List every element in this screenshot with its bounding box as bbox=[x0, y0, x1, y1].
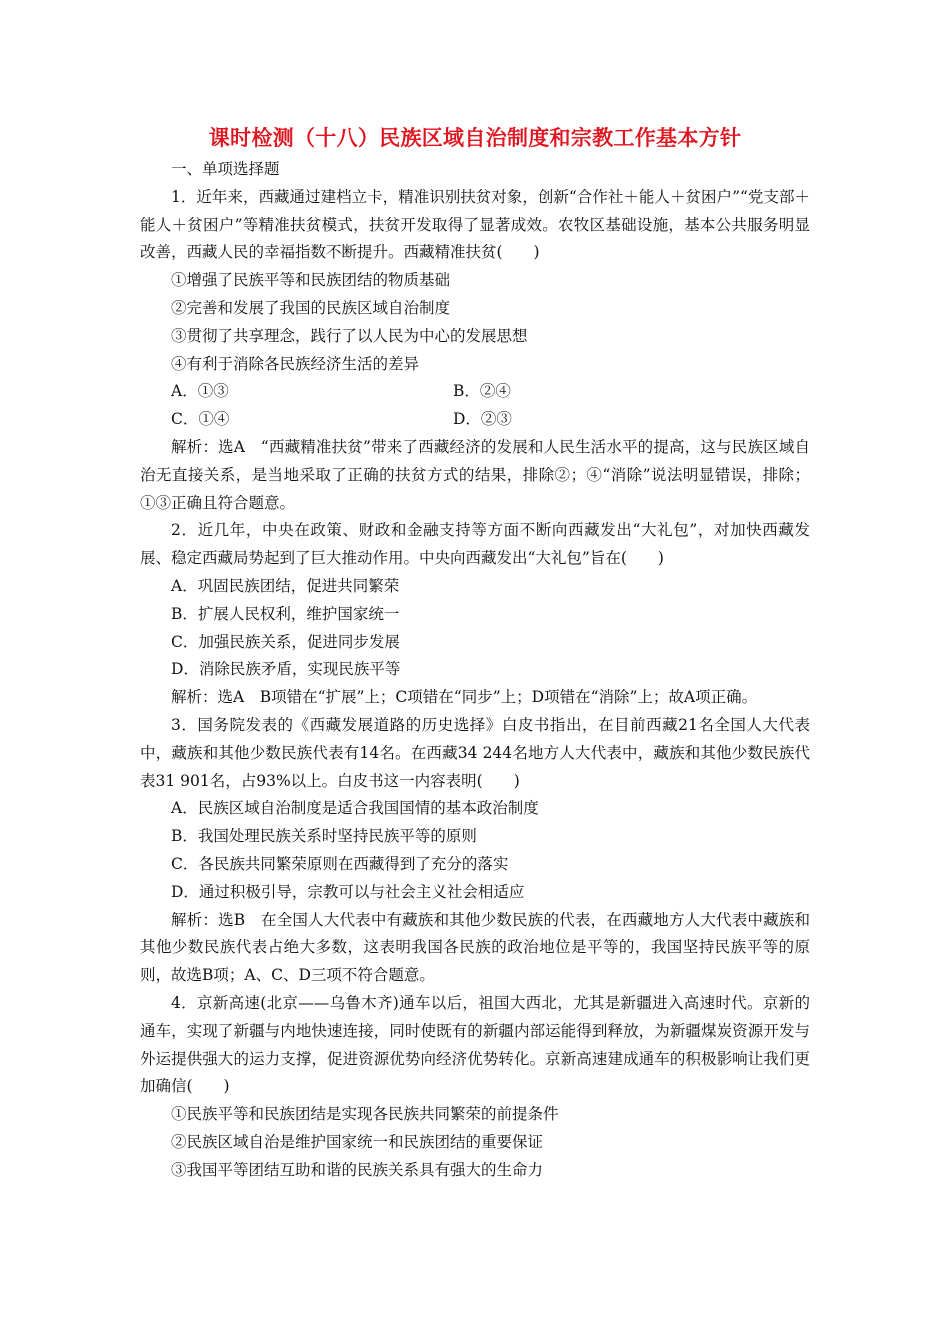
document-body bbox=[140, 156, 810, 1184]
question-2-option-b: B．扩展人民权利，维护国家统一 bbox=[171, 604, 400, 623]
question-2-option-d: D．消除民族矛盾，实现民族平等 bbox=[171, 660, 401, 679]
question-3-option-a: A．民族区域自治制度是适合我国国情的基本政治制度 bbox=[171, 799, 539, 818]
question-1-option-c: C．①④ bbox=[171, 410, 230, 429]
question-2-option-a: A．巩固民族团结，促进共同繁荣 bbox=[171, 576, 400, 595]
question-4-stem: 4．京新高速(北京——乌鲁木齐)通车以后，祖国大西北，尤其是新疆进入高速时代。京新的通车，实现了新疆与内地快速连接，同时使既有的新疆内部运能得到释放，为新疆煤炭资源开发与外运提供强大的运力支撑，促进资源优势向经济优势转化。京新高速建成通车的积极影响让我们更加确信( ) bbox=[140, 993, 810, 1096]
section-heading: 一、单项选择题 bbox=[171, 160, 280, 178]
question-1-option-a: A．①③ bbox=[171, 382, 229, 401]
question-1-item: ④有利于消除各民族经济生活的差异 bbox=[171, 354, 420, 373]
question-2-option-c: C．加强民族关系，促进同步发展 bbox=[171, 632, 400, 651]
question-1-options-row bbox=[140, 406, 810, 434]
question-1-item: ②完善和发展了我国的民族区域自治制度 bbox=[171, 298, 451, 317]
question-3-analysis: 解析：选B 在全国人大代表中有藏族和其他少数民族的代表，在西藏地方人大代表中藏族和其他少数民族代表占绝大多数，这表明我国各民族的政治地位是平等的，我国坚持民族平等的原则，故选B项；A、C、D三项不符合题意。 bbox=[140, 910, 810, 985]
question-1-stem: 1．近年来，西藏通过建档立卡，精准识别扶贫对象，创新“合作社＋能人＋贫困户”“党支部＋能人＋贫困户”等精准扶贫模式，扶贫开发取得了显著成效。农牧区基础设施，基本公共服务明显改善，西藏人民的幸福指数不断提升。西藏精准扶贫( ) bbox=[140, 187, 810, 262]
page-title: 课时检测（十八）民族区域自治制度和宗教工作基本方针 bbox=[208, 126, 742, 150]
question-1-options-row bbox=[140, 378, 810, 406]
question-1-option-d: D．②③ bbox=[453, 410, 512, 429]
question-1-item: ③贯彻了共享理念，践行了以人民为中心的发展思想 bbox=[171, 326, 528, 345]
question-3-stem: 3．国务院发表的《西藏发展道路的历史选择》白皮书指出，在目前西藏21名全国人大代表中，藏族和其他少数民族代表有14名。在西藏34 244名地方人大代表中，藏族和其他少数民族代表31 901名，占93%以上。白皮书这一内容表明( ) bbox=[140, 715, 810, 790]
question-2-analysis: 解析：选A B项错在“扩展”上；C项错在“同步”上；D项错在“消除”上；故A项正确。 bbox=[171, 688, 758, 707]
question-1-item: ①增强了民族平等和民族团结的物质基础 bbox=[171, 271, 451, 290]
question-4-item: ③我国平等团结互助和谐的民族关系具有强大的生命力 bbox=[171, 1160, 544, 1179]
question-3-option-d: D．通过积极引导，宗教可以与社会主义社会相适应 bbox=[171, 882, 525, 901]
question-1-option-b: B．②④ bbox=[453, 382, 511, 401]
question-3-option-b: B．我国处理民族关系时坚持民族平等的原则 bbox=[171, 827, 477, 846]
question-4-item: ②民族区域自治是维护国家统一和民族团结的重要保证 bbox=[171, 1132, 544, 1151]
question-1-analysis: 解析：选A “西藏精准扶贫”带来了西藏经济的发展和人民生活水平的提高，这与民族区域自治无直接关系，是当地采取了正确的扶贫方式的结果，排除②；④“消除”说法明显错误，排除；①③正确且符合题意。 bbox=[140, 437, 810, 512]
question-4-item: ①民族平等和民族团结是实现各民族共同繁荣的前提条件 bbox=[171, 1105, 559, 1124]
question-3-option-c: C．各民族共同繁荣原则在西藏得到了充分的落实 bbox=[171, 854, 509, 873]
question-2-stem: 2．近几年，中央在政策、财政和金融支持等方面不断向西藏发出“大礼包”，对加快西藏发展、稳定西藏局势起到了巨大推动作用。中央向西藏发出“大礼包”旨在( ) bbox=[140, 521, 810, 568]
